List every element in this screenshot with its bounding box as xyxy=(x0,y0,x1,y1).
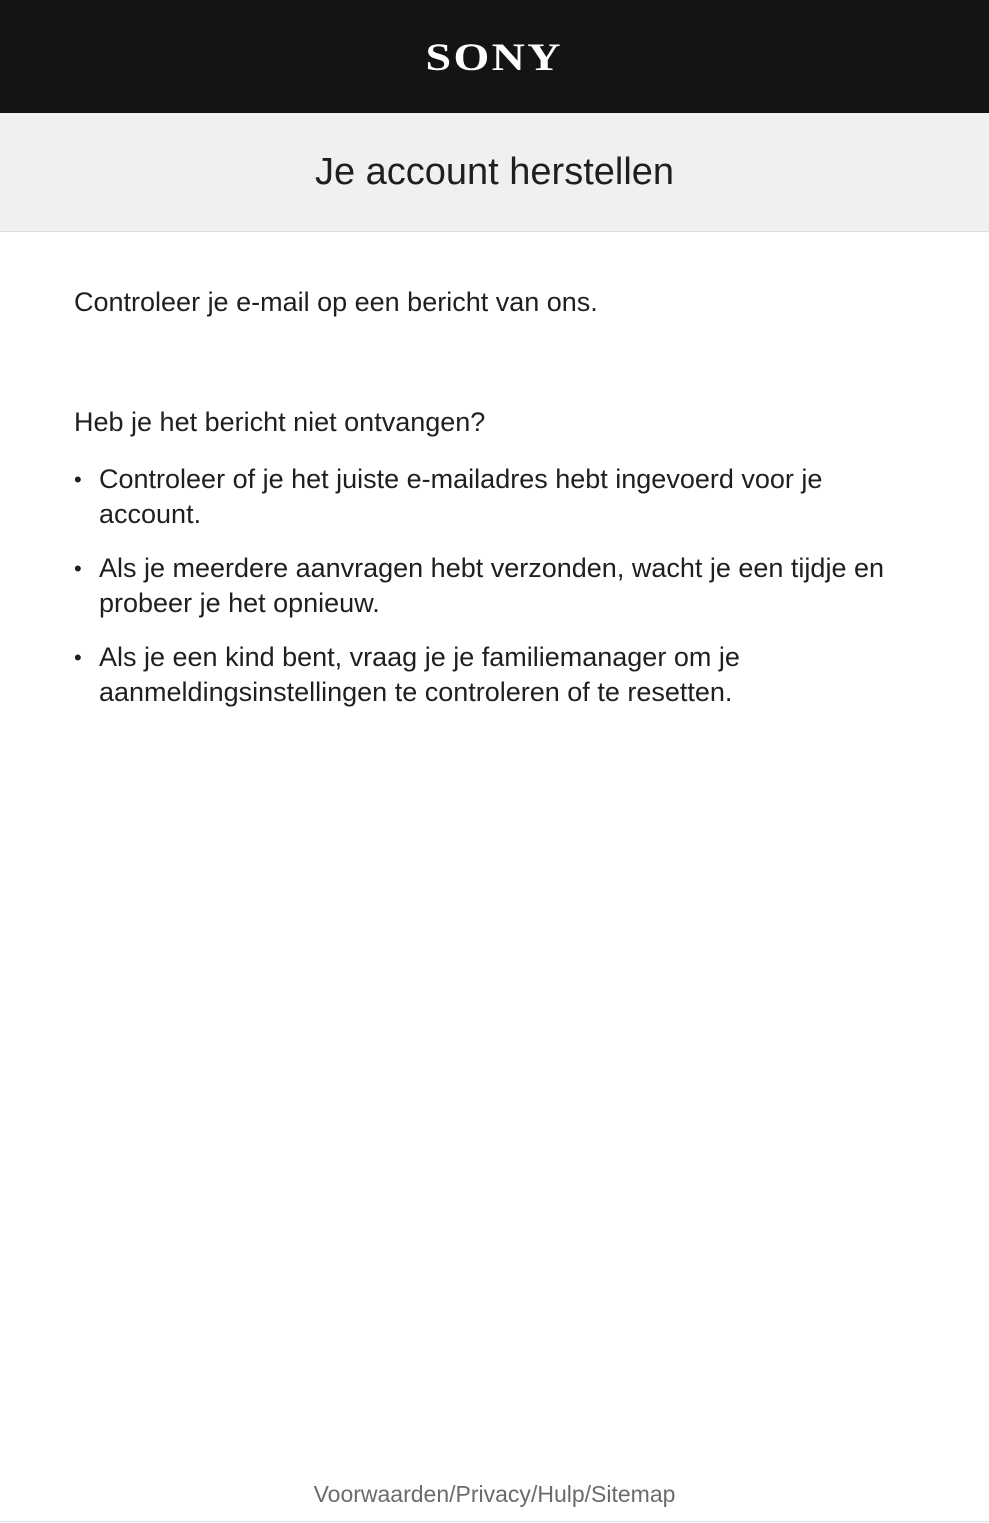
tip-text: Als je een kind bent, vraag je je familiemanager om je aanmeldingsinstellingen te controleren of te resetten. xyxy=(99,642,740,707)
list-item xyxy=(74,640,914,710)
bullet-icon: • xyxy=(74,556,82,581)
footer-separator: / xyxy=(449,1481,456,1507)
question-text: Heb je het bericht niet ontvangen? xyxy=(74,407,486,437)
main-content xyxy=(74,284,914,729)
footer-separator: / xyxy=(530,1481,538,1507)
sony-logo[interactable]: SONY xyxy=(425,36,564,79)
bullet-icon: • xyxy=(74,467,82,492)
intro-text: Controleer je e-mail op een bericht van ons. xyxy=(74,287,598,317)
footer-link-sitemap[interactable]: Sitemap xyxy=(591,1481,676,1507)
tip-text: Controleer of je het juiste e-mailadres hebt ingevoerd voor je account. xyxy=(99,464,823,529)
title-band xyxy=(0,113,989,232)
footer-link-hulp[interactable]: Hulp xyxy=(537,1481,585,1507)
page-title: Je account herstellen xyxy=(314,151,675,193)
tip-text: Als je meerdere aanvragen hebt verzonden, wacht je een tijdje en probeer je het opnieuw. xyxy=(99,553,884,618)
tips-list xyxy=(74,462,914,710)
top-bar xyxy=(0,0,989,113)
bullet-icon: • xyxy=(74,645,82,670)
footer-separator: / xyxy=(584,1481,592,1507)
list-item xyxy=(74,462,914,532)
footer-link-privacy[interactable]: Privacy xyxy=(455,1481,531,1507)
footer xyxy=(0,1478,989,1522)
list-item xyxy=(74,551,914,621)
footer-link-voorwaarden[interactable]: Voorwaarden xyxy=(313,1481,450,1507)
